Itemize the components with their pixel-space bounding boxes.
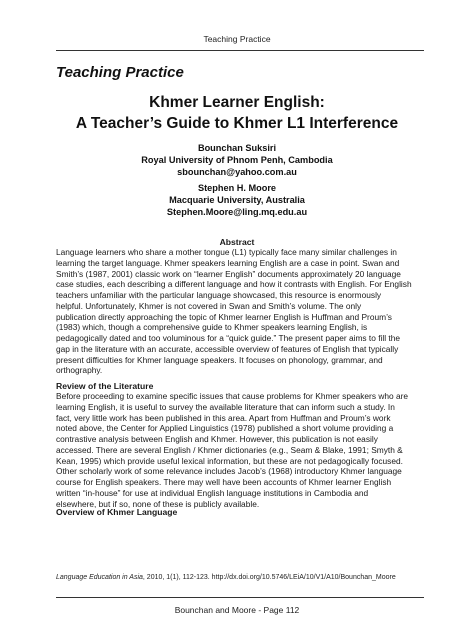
abstract-body (56, 247, 428, 376)
abstract-heading: Abstract (219, 237, 255, 247)
author-email: Stephen.Moore@ling.mq.edu.au (166, 207, 308, 217)
title-line-2: A Teacher’s Guide to Khmer L1 Interference (75, 115, 399, 132)
review-heading: Review of the Literature (56, 381, 154, 391)
abstract-line: gap in the literature with an accurate, accessible overview of features of English that typically (56, 343, 399, 354)
author-name: Bounchan Suksiri (197, 143, 277, 153)
abstract-line: orthography. (56, 365, 103, 376)
review-line: Before proceeding to examine specific issues that cause problems for Khmer speakers who are (56, 391, 409, 401)
author-block-1 (40, 142, 434, 178)
review-line: fact, very little work has been published in this area. Apart from Huffman and Proum’s work (56, 412, 391, 423)
header-rule (56, 50, 424, 51)
running-header: Teaching Practice (203, 34, 271, 44)
author-affiliation: Royal University of Phnom Penh, Cambodia (141, 155, 333, 165)
review-line: elsewhere, but if so, none of these is publicly available. (56, 498, 260, 509)
abstract-line: Smith’s (1987, 2001) classic work on “learner English” documents approximately 20 language (56, 268, 401, 279)
citation-details: , 2010, 1(1), 112-123. http://dx.doi.org/10.5746/LEiA/10/V1/A10/Bounchan_Moore (142, 574, 396, 581)
author-block-2 (40, 182, 434, 218)
review-line: learning English, it is useful to survey the available literature that can inform such a study. In (56, 401, 395, 412)
abstract-line: helpful. Unfortunately, Khmer is not covered in Swan and Smith’s volume. The only (56, 300, 362, 311)
abstract-line: learning the target language. Khmer speakers learning English are a case in point. Swan and (56, 257, 400, 268)
abstract-line: pedagogically dated and too voluminous for a “quick guide.” The present paper aims to fill the (56, 333, 401, 343)
citation-journal: Language Education in Asia (56, 574, 143, 581)
abstract-line: (1983) which, though a comprehensive guide to Khmer speakers learning English, is (56, 322, 368, 333)
review-line: Other scholarly work of some relevance includes Jacob’s (1968) introductory Khmer language (56, 466, 402, 477)
author-affiliation: Macquarie University, Australia (169, 195, 305, 205)
paper-title (40, 92, 434, 134)
citation (56, 574, 396, 581)
section-title: Teaching Practice (56, 64, 184, 81)
review-line: Kean, 1995) which provide useful lexical information, but these are not pedagogically focused. (56, 455, 403, 466)
author-name: Stephen H. Moore (197, 183, 277, 193)
author-email: sbounchan@yahoo.com.au (177, 167, 297, 177)
overview-heading: Overview of Khmer Language (56, 507, 178, 517)
abstract-line: publication directly approaching the topic of Khmer learner English is Huffman and Proum’s (56, 311, 392, 322)
abstract-line: present difficulties for Khmer language speakers. It focuses on phonology, grammar, and (56, 354, 383, 365)
review-line: course for English speakers. There may well have been accounts of Khmer learner English (56, 477, 392, 487)
abstract-line: case studies, each describing a different language and how it contrasts with English. For English (56, 279, 412, 290)
review-line: written “in-house” for use at individual English language institutions in Cambodia and (56, 487, 369, 498)
review-line: contrastive analysis between English and Khmer. However, this publication is not easily (56, 434, 378, 444)
abstract-line: teachers unfamiliar with the particular language showcased, this resource is enormously (56, 290, 382, 300)
review-line: noted above, the Center for Applied Linguistics (1978) published a short volume providing a (56, 423, 394, 434)
footer-rule (56, 597, 424, 598)
title-line-1: Khmer Learner English: (149, 94, 325, 111)
review-body (56, 391, 428, 509)
review-line: accessed. There are several English / Khmer dictionaries (e.g., Seam & Blake, 1991; Smyth & (56, 444, 403, 455)
page-footer: Bounchan and Moore - Page 112 (174, 605, 300, 615)
abstract-line: Language learners who share a mother tongue (L1) typically face many similar challenges in (56, 247, 397, 257)
